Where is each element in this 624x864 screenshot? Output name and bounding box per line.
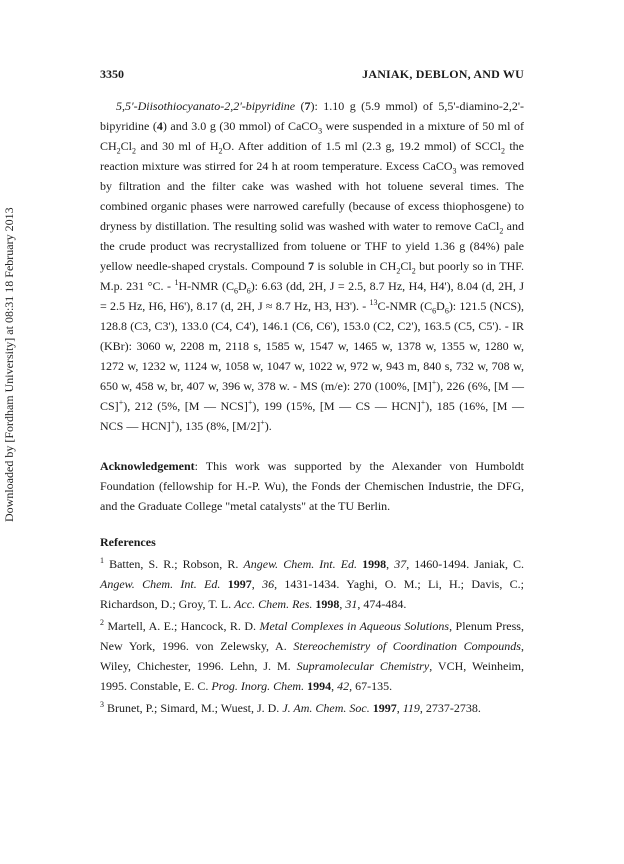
download-watermark: Downloaded by [Fordham University] at 08:31 18 February 2013: [2, 207, 16, 523]
compound-name: 5,5'-Diisothiocyanato-2,2'-bipyridine: [116, 99, 296, 113]
acknowledgement-text: : This work was supported by the Alexander von Humboldt Foundation (fellowship for H.-P. Wu), the Fonds der Chemischen Industrie, the DFG, and the Graduate College "metal catalysts" at the TU Berlin.: [100, 459, 524, 513]
running-head-authors: JANIAK, DEBLON, AND WU: [362, 67, 524, 81]
compound-number: 7: [304, 99, 311, 113]
acknowledgement-paragraph: [100, 456, 524, 516]
acknowledgement-label: Acknowledgement: [100, 459, 195, 473]
page-number: 3350: [100, 67, 124, 81]
page-body: [100, 96, 524, 718]
references-heading: References: [100, 535, 156, 549]
experimental-paragraph: 5,5'-Diisothiocyanato-2,2'-bipyridine (7): 1.10 g (5.9 mmol) of 5,5'-diamino-2,2'-bipyridine (4) and 3.0 g (30 mmol) of CaCO$_3$ were suspended in a mixture of 50 ml of $CH_2Cl_2$ and 30 ml of $H_2O$. After addition of 1.5 ml (2.3 g, 19.2 mmol) of SCCl$_2$ the reaction mixture was stirred for 24 h at room temperature. Excess CaCO$_3$ was removed by filtration and the filter cake was washed with hot toluene several times. The combined organic phases were narrowed carefully (because of excess thiophosgene) to dryness by distillation. The resulting solid was washed with water to remove CaCl$_2$ and the crude product was recrystallized from toluene or THF to yield 1.36 g (84%) pale yellow needle-shaped crystals. Compound 7 is soluble in $CH_2Cl_2$ but poorly so in THF. M.p. 231 °C. - $^1$H-NMR $(C_6D_6)$: 6.63 (dd, 2H, J = 2.5, 8.7 Hz, H4, H4'), 8.04 (d, 2H, J = 2.5 Hz, H6, H6'), 8.17 (d, 2H, J ≈ 8.7 Hz, H3, H3'). - $^{13}$C-NMR $(C_6D_6)$: 121.5 (NCS), 128.8 (C3, C3'), 133.0 (C4, C4'), 146.1 (C6, C6'), 153.0 (C2, C2'), 163.5 (C5, C5'). - IR (KBr): 3060 w, 2208 m, 2118 s, 1585 w, 1547 w, 1465 w, 1378 w, 1355 w, 1280 w, 1272 w, 1232 w, 1124 w, 1058 w, 1047 w, 1022 w, 972 w, 943 m, 840 s, 732 w, 708 w, 650 w, 458 w, br, 407 w, 396 w, 378 w. - MS (m/e): 270 (100%, [M]+), 226 (6%, [M — CS]+), 212 (5%, [M — NCS]+), 199 (15%, [M — CS — HCN]+), 185 (16%, [M — NCS — HCN]+), 135 (8%, [M/2]+).: [100, 99, 525, 433]
reference-2: $^2$ Martell, A. E.; Hancock, R. D. Metal Complexes in Aqueous Solutions, Plenum Press, New York, 1996. von Zelewsky, A. Stereochemistry of Coordination Compounds, Wiley, Chichester, 1996. Lehn, J. M. Supramolecular Chemistry, VCH, Weinheim, 1995. Constable, E. C. Prog. Inorg. Chem. 1994, 42, 67-135.: [100, 618, 525, 693]
reference-3: $^3$ Brunet, P.; Simard, M.; Wuest, J. D. J. Am. Chem. Soc. 1997, 119, 2737-2738.: [100, 700, 481, 715]
reference-1: $^1$ Batten, S. R.; Robson, R. Angew. Chem. Int. Ed. 1998, 37, 1460-1494. Janiak, C. Angew. Chem. Int. Ed. 1997, 36, 1431-1434. Yaghi, O. M.; Li, H.; Davis, C.; Richardson, D.; Groy, T. L. Acc. Chem. Res. 1998, 31, 474-484.: [100, 556, 525, 611]
